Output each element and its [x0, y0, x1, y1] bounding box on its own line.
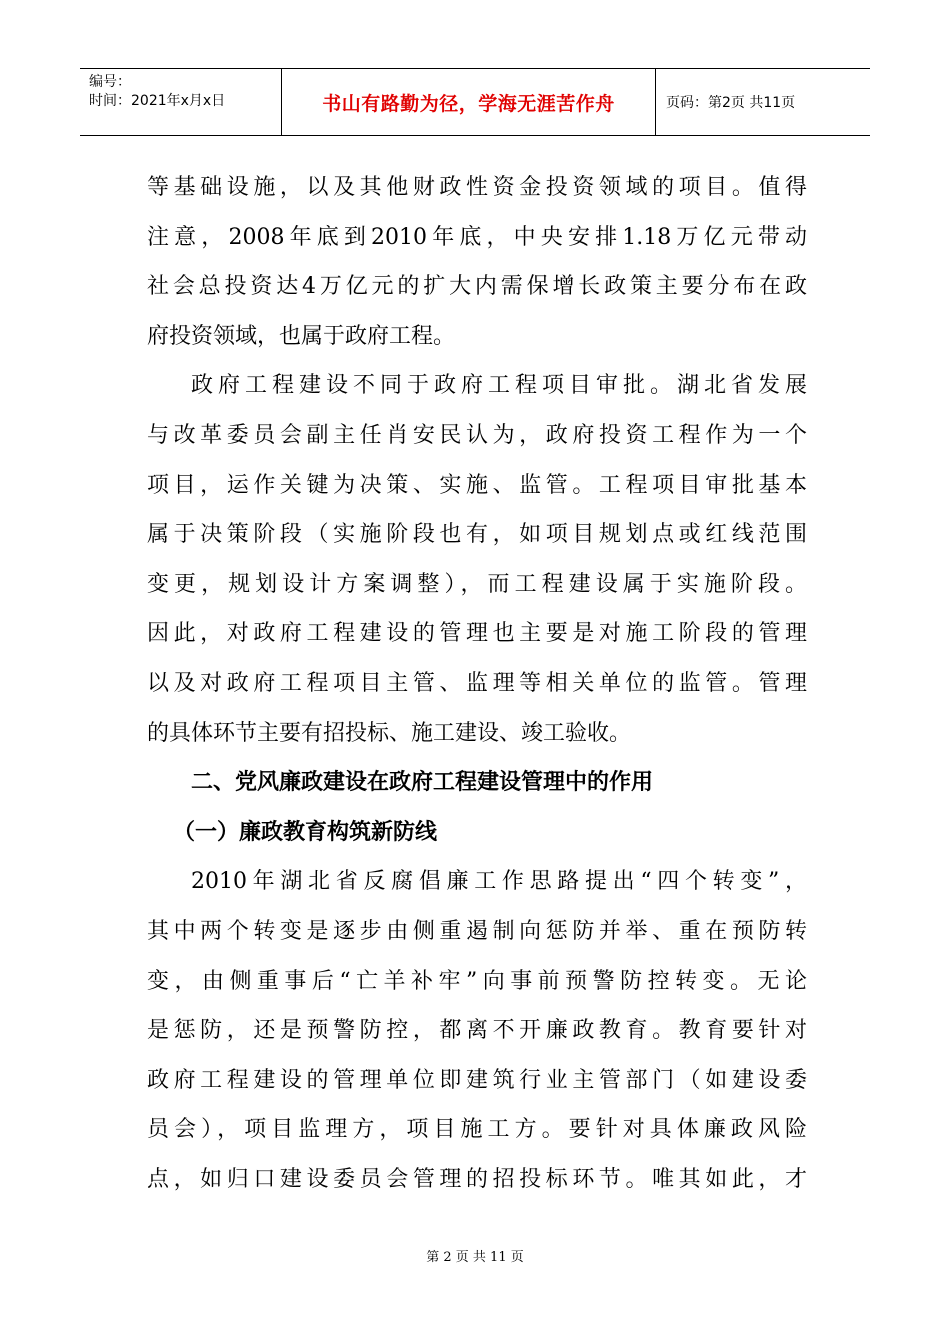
- paragraph-line: 政府工程建设的管理单位即建筑行业主管部门（如建设委: [147, 1067, 807, 1093]
- paragraph-line: 社会总投资达4万亿元的扩大内需保增长政策主要分布在政: [147, 274, 807, 300]
- section-heading: 二、党风廉政建设在政府工程建设管理中的作用: [191, 770, 654, 796]
- paragraph-line: 政府工程建设不同于政府工程项目审批。湖北省发展: [191, 373, 807, 399]
- paragraph-line: 属于决策阶段（实施阶段也有，如项目规划点或红线范围: [147, 522, 807, 548]
- paragraph-line: 的具体环节主要有招投标、施工建设、竣工验收。: [147, 720, 632, 746]
- paragraph-line: 因此，对政府工程建设的管理也主要是对施工阶段的管理: [147, 621, 807, 647]
- time-label: 时间：2021年x月x日: [89, 93, 226, 109]
- document-body: [147, 163, 807, 1204]
- paragraph-line: 府投资领域，也属于政府工程。: [147, 323, 456, 349]
- paragraph-line: 2010年湖北省反腐倡廉工作思路提出“四个转变”，: [191, 869, 807, 895]
- number-label: 编号：: [89, 74, 131, 90]
- paragraph-line: 等基础设施，以及其他财政性资金投资领域的项目。值得: [147, 175, 807, 200]
- header-meta: [80, 69, 282, 135]
- paragraph-line: 与改革委员会副主任肖安民认为，政府投资工程作为一个: [147, 422, 807, 448]
- page-info-text: 页码：第2页 共11页: [666, 95, 796, 111]
- page-footer: [0, 1246, 950, 1265]
- paragraph-line: 是惩防，还是预警防控，都离不开廉政教育。教育要针对: [147, 1018, 807, 1044]
- footer-page-number: 第 2 页 共 11 页: [426, 1250, 524, 1265]
- header-page-info: [656, 69, 870, 135]
- header-motto-cell: [282, 69, 656, 135]
- paragraph-line: 其中两个转变是逐步由侧重遏制向惩防并举、重在预防转: [147, 918, 807, 944]
- paragraph-line: 变，由侧重事后“亡羊补牢”向事前预警防控转变。无论: [147, 968, 807, 994]
- paragraph-line: 以及对政府工程项目主管、监理等相关单位的监管。管理: [147, 670, 807, 696]
- paragraph-line: 项目，运作关键为决策、实施、监管。工程项目审批基本: [147, 472, 807, 498]
- paragraph-line: 员会），项目监理方，项目施工方。要针对具体廉政风险: [147, 1117, 807, 1143]
- paragraph-line: 变更，规划设计方案调整），而工程建设属于实施阶段。: [147, 571, 807, 597]
- page-header: [80, 68, 870, 136]
- subsection-heading: （一）廉政教育构筑新防线: [173, 819, 438, 845]
- motto-text: 书山有路勤为径，学海无涯苦作舟: [322, 92, 615, 115]
- paragraph-line: 注意，2008年底到2010年底，中央安排1.18万亿元带动: [147, 224, 807, 250]
- paragraph-line: 点，如归口建设委员会管理的招投标环节。唯其如此，才: [147, 1166, 807, 1192]
